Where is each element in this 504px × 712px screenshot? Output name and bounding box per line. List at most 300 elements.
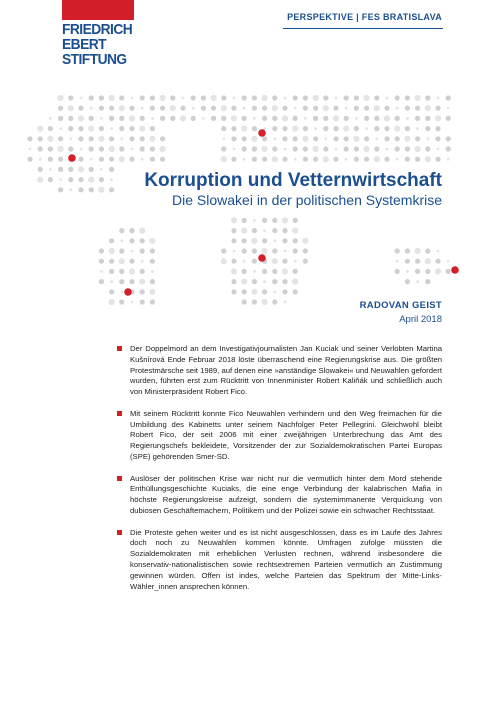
summary-text: Die Proteste gehen weiter und es ist nicht ausgeschlossen, dass es im Laufe des Jahres doch noch zu Neuwahlen kommen könnte. Umfragen zufolge müssten die Sozialdemokraten mit erheblichen Verlusten rechnen, während insbesondere die konservativ-nationalistischen sowie rechtsextremen Parteien vermutlich an Zustimmung gewinnen würden. Offen ist indes, welche Parteien das Spektrum der Mitte-Links-Wähler_innen ansprechen können.	[130, 527, 442, 591]
summary-item	[130, 474, 442, 517]
map-dot	[119, 269, 124, 274]
map-dot	[415, 146, 421, 152]
map-dot	[99, 95, 104, 100]
map-dot	[231, 289, 236, 294]
map-dot	[141, 158, 144, 161]
map-dot	[191, 116, 196, 121]
map-dot	[293, 289, 298, 294]
map-dot	[293, 218, 298, 223]
map-dot	[405, 259, 410, 264]
summary-item	[130, 409, 442, 463]
map-dot	[231, 279, 236, 284]
summary-item	[130, 528, 442, 593]
map-dot	[119, 248, 124, 253]
bullet-square-icon	[117, 346, 122, 351]
map-dot	[129, 126, 134, 131]
summary-text: Auslöser der politischen Krise war nicht nur die vermutlich hinter dem Mord stehende Enthüllungsgeschichte Kuciaks, die eine enge Verbindung der kalabrischen Mafia in höchste Regierungskreise aufzeigt, sondern die systemimmanente Verquickung von dubiosen Geschäftemachern, Politikern und der Polizei sowie ein schwacher Rechtsstaat.	[130, 473, 442, 515]
map-dot	[243, 158, 246, 161]
map-dot	[425, 269, 430, 274]
map-dot	[140, 299, 145, 304]
map-dot	[435, 268, 441, 274]
map-dot	[364, 146, 370, 152]
map-dot	[435, 136, 440, 141]
map-dot	[99, 177, 104, 182]
map-dot	[415, 95, 421, 101]
map-dot	[110, 127, 113, 130]
map-dot	[129, 268, 135, 274]
map-dot	[262, 136, 267, 141]
map-dot	[231, 157, 236, 162]
map-dot	[99, 157, 104, 162]
map-dot	[437, 148, 440, 151]
map-dot	[231, 106, 236, 111]
map-dot	[345, 158, 348, 161]
map-dot	[253, 219, 256, 222]
map-dot	[221, 126, 226, 131]
map-dot	[304, 117, 307, 120]
map-dot	[415, 157, 420, 162]
map-dot	[221, 146, 226, 151]
map-dot	[355, 117, 358, 120]
map-dot	[354, 106, 359, 111]
map-dot	[284, 250, 287, 253]
map-dot	[437, 97, 440, 100]
map-dot	[262, 238, 267, 243]
map-dot	[88, 126, 94, 132]
map-dot	[415, 248, 421, 254]
map-dot	[59, 178, 62, 181]
map-dot	[109, 299, 115, 305]
map-dot	[231, 115, 237, 121]
map-dot	[282, 259, 287, 264]
map-dot	[272, 218, 277, 223]
map-dot	[252, 259, 257, 264]
map-dot	[119, 105, 125, 111]
map-dot	[251, 238, 257, 244]
map-dot	[272, 116, 277, 121]
map-dot	[354, 126, 359, 131]
map-dot	[140, 146, 145, 151]
map-dot	[294, 260, 297, 263]
map-dot	[272, 228, 277, 233]
map-dot	[119, 299, 124, 304]
map-dot	[252, 157, 257, 162]
map-dot	[293, 95, 298, 100]
map-dot	[78, 136, 83, 141]
map-dot	[58, 167, 63, 172]
map-dot	[293, 146, 298, 151]
map-dot	[89, 167, 94, 172]
map-dot	[282, 157, 287, 162]
map-dot	[231, 217, 237, 223]
map-dot	[109, 289, 114, 294]
bullet-square-icon	[117, 411, 122, 416]
map-dot	[446, 136, 451, 141]
map-dot	[374, 105, 380, 111]
map-dot	[68, 146, 73, 151]
map-dot	[58, 146, 64, 152]
map-dot	[282, 279, 287, 284]
map-dot	[231, 126, 236, 131]
map-dot	[293, 269, 298, 274]
map-dot	[406, 270, 409, 273]
map-dot	[131, 250, 134, 253]
map-dot	[89, 146, 94, 151]
map-dot	[88, 177, 94, 183]
map-dot	[140, 289, 145, 294]
map-dot	[282, 126, 287, 131]
map-dot	[292, 228, 298, 234]
map-dot	[386, 97, 389, 100]
map-dot	[294, 158, 297, 161]
map-dot	[231, 228, 236, 233]
map-dot	[78, 166, 84, 172]
map-dot	[89, 187, 94, 192]
map-dot	[405, 279, 410, 284]
map-dot	[447, 260, 450, 263]
map-dot	[272, 156, 278, 162]
map-dot	[119, 116, 124, 121]
map-dot	[129, 259, 134, 264]
map-dot	[221, 95, 226, 100]
map-dot	[241, 279, 247, 285]
map-dot	[99, 279, 104, 284]
map-dot	[313, 146, 319, 152]
map-dot	[364, 95, 370, 101]
map-dot	[384, 106, 389, 111]
map-dot	[272, 258, 278, 264]
map-dot	[272, 279, 277, 284]
map-dot	[119, 228, 124, 233]
map-dot	[201, 106, 206, 111]
summary-list	[130, 344, 442, 603]
map-dot	[374, 126, 379, 131]
map-dot	[109, 146, 115, 152]
map-dot	[262, 116, 267, 121]
map-dot	[272, 269, 277, 274]
map-dot	[354, 157, 359, 162]
map-dot	[252, 279, 257, 284]
map-dot	[119, 95, 124, 100]
map-dot	[294, 107, 297, 110]
map-dot	[202, 117, 205, 120]
map-dot	[48, 157, 53, 162]
logo-line: STIFTUNG	[62, 51, 127, 68]
map-dot	[335, 97, 338, 100]
map-dot	[425, 279, 430, 284]
map-dot	[395, 146, 400, 151]
map-dot	[151, 117, 154, 120]
map-dot	[222, 137, 225, 140]
map-dot	[29, 148, 32, 151]
map-dot	[364, 116, 369, 121]
map-dot	[344, 116, 349, 121]
map-dot	[292, 279, 298, 285]
map-dot	[313, 106, 318, 111]
map-dot	[90, 107, 93, 110]
map-dot	[27, 136, 32, 141]
map-dot	[333, 157, 338, 162]
map-dot	[302, 238, 308, 244]
map-dot	[98, 187, 104, 193]
map-dot	[140, 136, 145, 141]
map-dot	[109, 187, 114, 192]
map-dot	[447, 107, 450, 110]
map-dot	[150, 95, 155, 100]
bullet-square-icon	[117, 476, 122, 481]
map-dot	[405, 146, 410, 151]
report-title: Korruption und Vetternwirtschaft	[144, 170, 442, 191]
map-dot	[435, 259, 440, 264]
map-dot	[109, 238, 114, 243]
map-dot	[313, 95, 319, 101]
map-dot	[150, 279, 155, 284]
map-dot	[99, 146, 104, 151]
map-dot	[282, 228, 287, 233]
map-dot	[282, 268, 288, 274]
map-dot	[284, 148, 287, 151]
map-dot	[303, 106, 308, 111]
map-dot	[364, 136, 369, 141]
map-dot	[282, 238, 287, 243]
map-dot	[353, 136, 359, 142]
map-dot	[160, 157, 165, 162]
map-dot	[120, 290, 123, 293]
map-dot	[252, 146, 257, 151]
map-dot	[374, 95, 379, 100]
map-dot	[395, 95, 400, 100]
report-subtitle: Die Slowakei in der politischen Systemkrise	[172, 192, 442, 208]
map-dot	[191, 95, 196, 100]
map-dot	[252, 228, 257, 233]
map-dot	[262, 269, 267, 274]
map-dot	[150, 106, 155, 111]
map-dot	[78, 126, 83, 131]
map-dot	[149, 136, 155, 142]
map-dot	[129, 238, 134, 243]
map-dot	[68, 95, 73, 100]
map-highlight-dot	[258, 254, 266, 262]
map-dot	[37, 177, 43, 183]
map-dot	[323, 146, 328, 151]
map-dot	[109, 248, 115, 254]
map-dot	[170, 105, 176, 111]
map-dot	[364, 106, 369, 111]
map-dot	[180, 115, 186, 121]
map-dot	[446, 95, 451, 100]
map-dot	[242, 269, 247, 274]
map-dot	[374, 146, 379, 151]
map-dot	[139, 228, 145, 234]
map-dot	[447, 158, 450, 161]
map-dot	[323, 116, 328, 121]
map-dot	[446, 269, 451, 274]
map-dot	[273, 290, 276, 293]
map-highlight-dot	[68, 154, 76, 162]
map-dot	[272, 105, 278, 111]
map-dot	[140, 248, 145, 253]
map-dot	[119, 279, 124, 284]
map-dot	[323, 126, 328, 131]
map-dot	[149, 289, 155, 295]
map-dot	[272, 126, 277, 131]
map-dot	[272, 248, 277, 253]
map-dot	[49, 117, 52, 120]
map-dot	[263, 229, 266, 232]
map-dot	[58, 106, 63, 111]
map-dot	[231, 268, 237, 274]
map-dot	[129, 157, 134, 162]
summary-text: Mit seinem Rücktritt konnte Fico Neuwahlen verhindern und den Weg freimachen für die Umbildung des Kabinetts unter seinem Nachfolger Peter Pellegrini. Gleichwohl bleibt Robert Fico, der seit 2006 mit einer zweijährigen Unterbrechung das Amt des Regierungschefs bekleidete, Vorsitzender der zur Sozialdemokratischen Partei Europas (SPE) gehörenden Smer-SD.	[130, 408, 442, 461]
map-dot	[99, 248, 104, 253]
map-dot	[150, 126, 155, 131]
map-dot	[160, 116, 165, 121]
map-dot	[303, 157, 308, 162]
map-dot	[119, 156, 125, 162]
map-dot	[78, 157, 83, 162]
logo-line: EBERT	[62, 36, 107, 53]
map-dot	[323, 95, 328, 100]
map-dot	[141, 107, 144, 110]
map-dot	[131, 301, 134, 304]
map-dot	[90, 158, 93, 161]
map-dot	[252, 106, 257, 111]
map-dot	[110, 280, 113, 283]
map-dot	[293, 248, 298, 253]
map-dot	[211, 95, 217, 101]
map-dot	[405, 126, 410, 131]
map-dot	[282, 115, 288, 121]
map-dot	[180, 106, 185, 111]
map-dot	[150, 259, 155, 264]
map-dot	[282, 289, 287, 294]
map-dot	[415, 259, 420, 264]
summary-text: Der Doppelmord an dem Investigativjournalisten Jan Kuciak und seiner Verlobten Martina Kušnírová Ende Februar 2018 löste überraschend eine Regierungskrise aus. Die größten Protestmärsche seit 1989, auf denen eine »anständige Slowakei« und Neuwahlen gefordert wurden, führten erst zum Rücktritt von Innenminister Robert Kaliňák und schließlich auch von Ministerpräsident Robert Fico.	[130, 344, 442, 397]
map-highlight-dot	[124, 288, 132, 296]
map-dot	[252, 126, 257, 131]
map-dot	[139, 126, 145, 132]
map-dot	[233, 148, 236, 151]
map-dot	[243, 107, 246, 110]
map-dot	[262, 106, 267, 111]
map-dot	[38, 146, 43, 151]
map-dot	[58, 116, 63, 121]
map-dot	[272, 95, 277, 100]
map-dot	[89, 136, 94, 141]
map-dot	[160, 136, 165, 141]
map-dot	[242, 248, 247, 253]
map-dot	[272, 299, 277, 304]
map-dot	[396, 260, 399, 263]
map-dot	[384, 157, 389, 162]
map-dot	[395, 116, 400, 121]
map-dot	[100, 270, 103, 273]
map-dot	[78, 177, 83, 182]
map-dot	[343, 126, 349, 132]
map-dot	[344, 95, 349, 100]
map-dot	[131, 148, 134, 151]
map-dot	[406, 117, 409, 120]
map-dot	[151, 270, 154, 273]
map-highlight-dot	[258, 129, 266, 137]
map-dot	[324, 137, 327, 140]
map-dot	[58, 136, 63, 141]
map-dot	[170, 116, 175, 121]
map-dot	[160, 106, 165, 111]
map-dot	[252, 248, 257, 253]
map-dot	[69, 188, 72, 191]
map-dot	[262, 218, 267, 223]
map-dot	[425, 248, 430, 253]
map-dot	[99, 106, 104, 111]
map-dot	[221, 105, 227, 111]
map-dot	[435, 106, 440, 111]
map-dot	[365, 127, 368, 130]
map-dot	[38, 136, 43, 141]
map-dot	[395, 136, 400, 141]
map-dot	[303, 95, 308, 100]
map-dot	[425, 116, 430, 121]
map-dot	[435, 115, 441, 121]
map-dot	[395, 269, 400, 274]
map-dot	[80, 97, 83, 100]
map-dot	[384, 115, 390, 121]
map-dot	[58, 95, 64, 101]
map-dot	[313, 157, 318, 162]
map-dot	[253, 117, 256, 120]
map-dot	[182, 97, 185, 100]
map-dot	[333, 106, 338, 111]
map-dot	[375, 137, 378, 140]
map-dot	[262, 299, 268, 305]
map-dot	[221, 116, 226, 121]
map-dot	[435, 126, 440, 131]
map-dot	[386, 148, 389, 151]
map-dot	[221, 156, 227, 162]
map-dot	[119, 126, 124, 131]
map-dot	[109, 116, 114, 121]
map-dot	[293, 116, 298, 121]
map-dot	[313, 136, 318, 141]
map-dot	[262, 157, 267, 162]
map-dot	[233, 97, 236, 100]
map-dot	[49, 168, 52, 171]
map-dot	[251, 136, 257, 142]
map-dot	[68, 126, 73, 131]
map-dot	[241, 228, 247, 234]
map-dot	[446, 146, 451, 151]
map-dot	[150, 299, 155, 304]
map-dot	[303, 248, 308, 253]
map-highlight-dot	[451, 266, 459, 274]
author-name: RADOVAN GEIST	[359, 300, 442, 311]
map-dot	[47, 136, 53, 142]
map-dot	[80, 148, 83, 151]
map-dot	[374, 116, 379, 121]
map-dot	[415, 269, 420, 274]
map-dot	[129, 115, 135, 121]
map-dot	[333, 115, 339, 121]
map-dot	[364, 157, 369, 162]
map-dot	[37, 126, 43, 132]
map-dot	[38, 167, 43, 172]
logo-line: FRIEDRICH	[62, 21, 133, 38]
map-dot	[48, 126, 53, 131]
map-dot	[405, 157, 410, 162]
map-dot	[233, 250, 236, 253]
map-dot	[68, 116, 73, 121]
map-dot	[140, 238, 145, 243]
